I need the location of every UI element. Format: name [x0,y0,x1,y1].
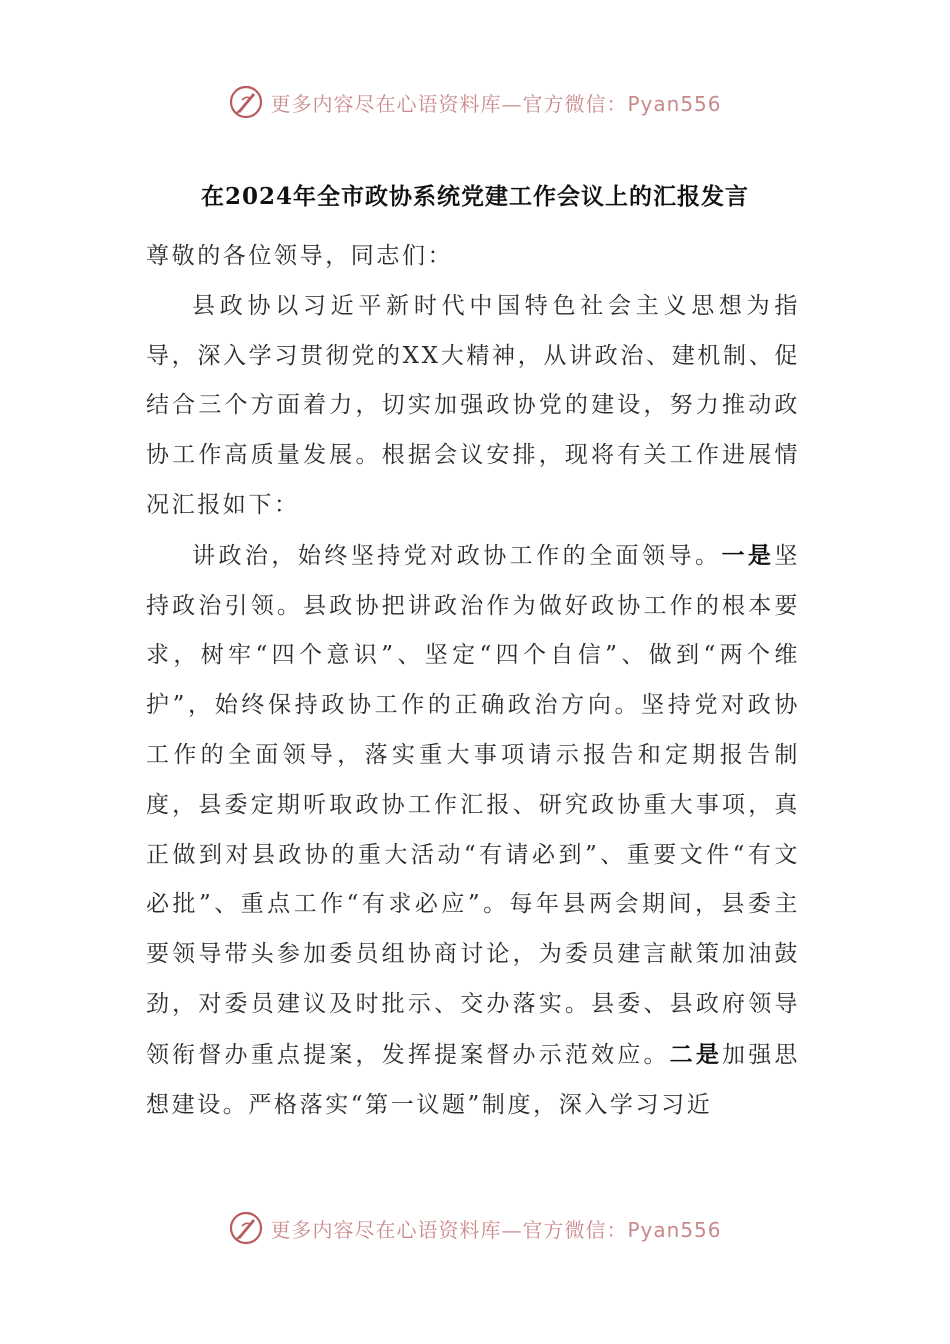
quill-logo-icon [228,84,264,120]
footer-wechat-id: Pyan556 [627,1217,722,1242]
point-text-2: 加强思想建设。严格落实“第一议题”制度，深入学习习近 [146,1041,800,1118]
point-marker-2: 二是 [669,1040,723,1068]
section-heading: 讲政治，始终坚持党对政协工作的全面领导。 [192,542,722,569]
document-body [146,232,800,1130]
point-marker-1: 一是 [721,541,775,569]
paragraph-intro: 县政协以习近平新时代中国特色社会主义思想为指导，深入学习贯彻党的XX大精神，从讲政治、建机制、促结合三个方面着力，切实加强政协党的建设，努力推动政协工作高质量发展。根据会议安排，现将有关工作进展情况汇报如下： [146,292,800,518]
paragraph-politics [146,531,800,1131]
salutation: 尊敬的各位领导，同志们： [146,243,454,269]
quill-logo-icon [228,1210,264,1246]
footer-watermark-text: 更多内容尽在心语资料库—官方微信：Pyan556 [270,1217,722,1242]
header-watermark [0,84,950,120]
header-wechat-id: Pyan556 [627,91,722,116]
document-title: 在2024年全市政协系统党建工作会议上的汇报发言 [200,183,749,210]
footer-watermark [0,1210,950,1246]
point-text-1: 坚持政治引领。县政协把讲政治作为做好政协工作的根本要求，树牢“四个意识”、坚定“四个自信”、做到“两个维护”，始终保持政协工作的正确政治方向。坚持党对政协工作的全面领导，落实重大事项请示报告和定期报告制度，县委定期听取政协工作汇报、研究政协重大事项，真正做到对县政协的重大活动“有请必到”、重要文件“有文必批”、重点工作“有求必应”。每年县两会期间，县委主要领导带头参加委员组协商讨论，为委员建言献策加油鼓劲，对委员建议及时批示、交办落实。县委、县政府领导领衔督办重点提案，发挥提案督办示范效应。 [146,542,801,1068]
header-watermark-text: 更多内容尽在心语资料库—官方微信：Pyan556 [270,91,722,116]
